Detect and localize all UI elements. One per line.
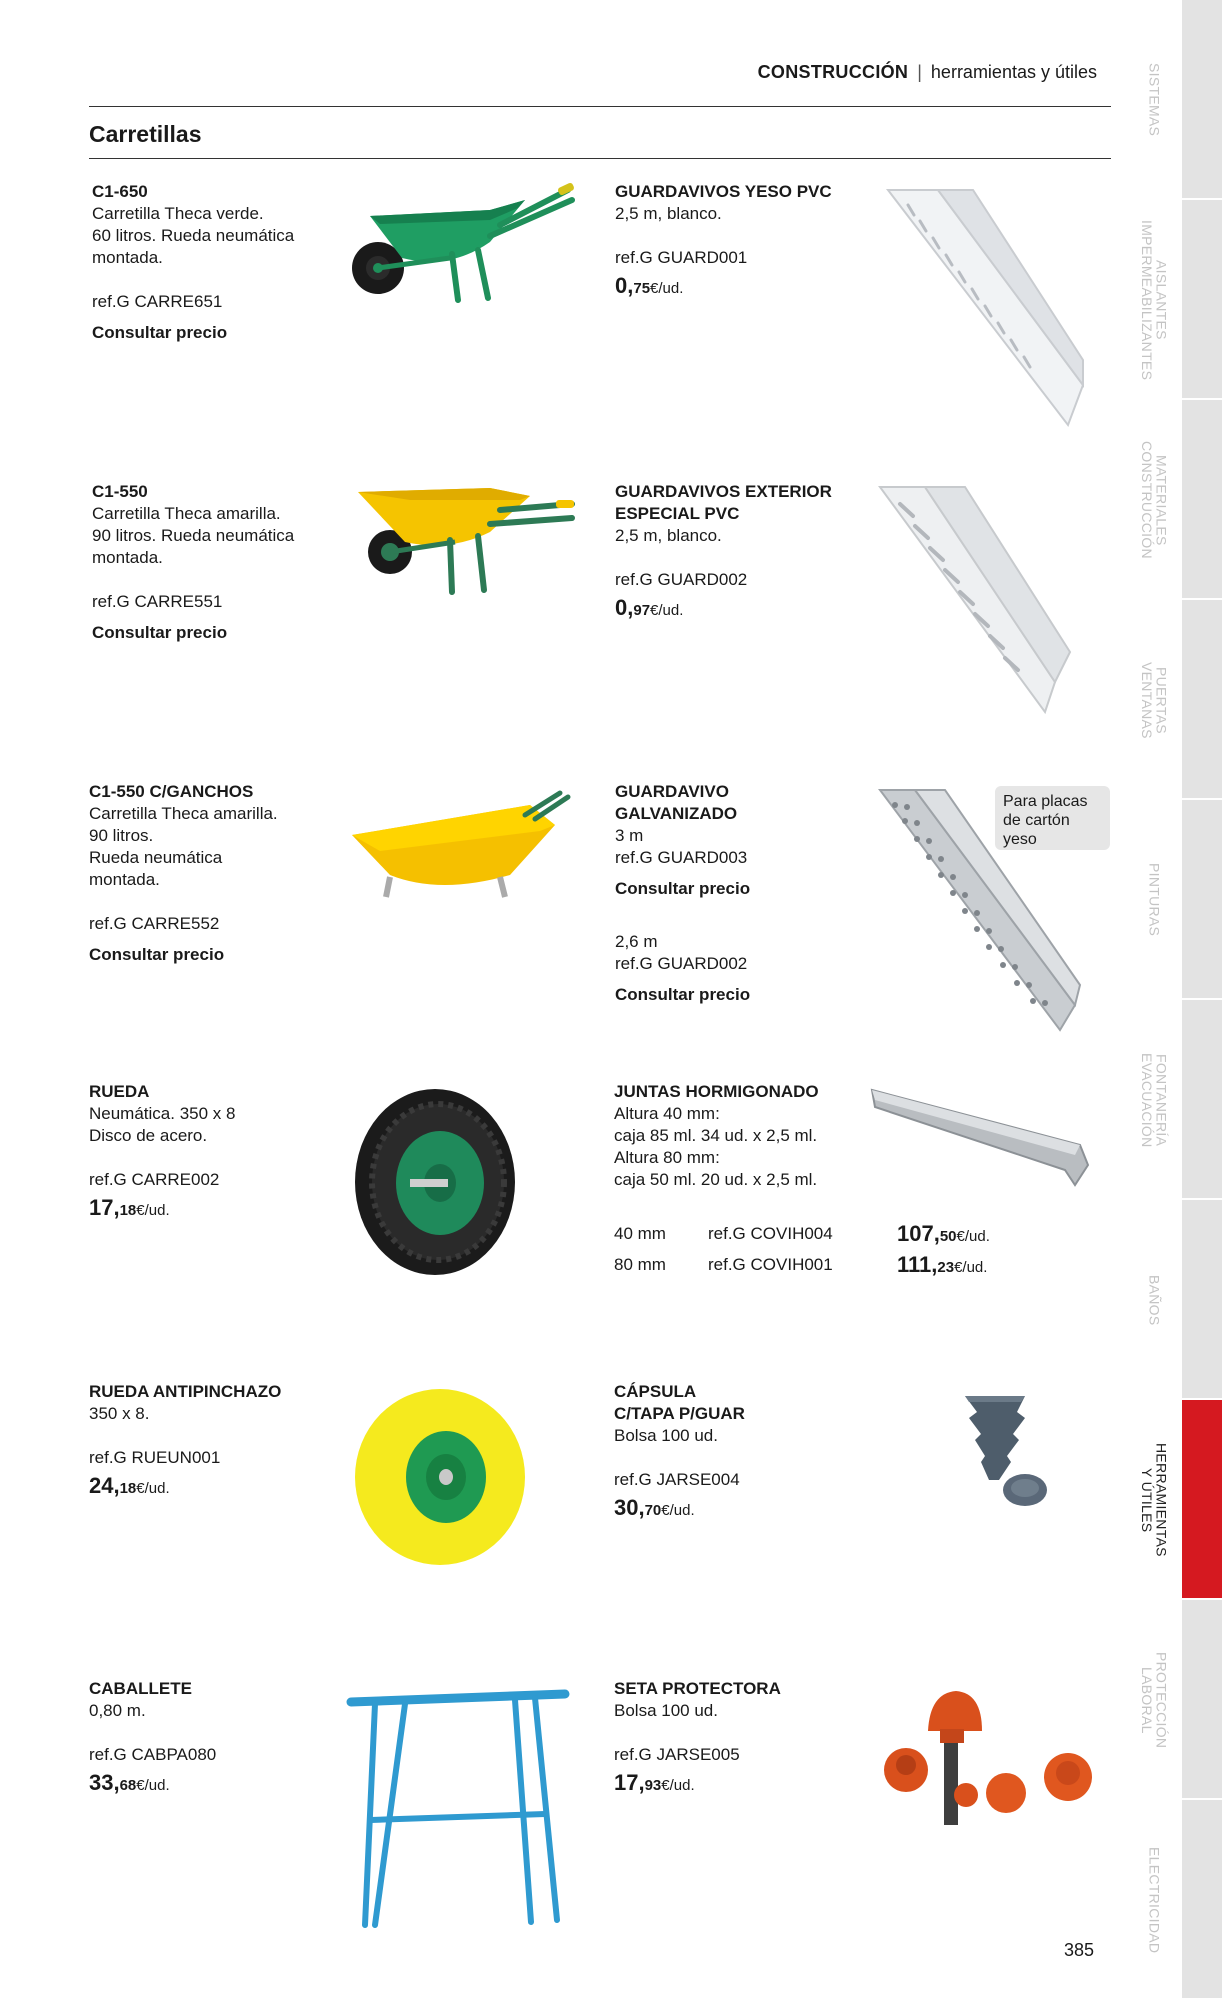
- product-price: 30,70€/ud.: [614, 1495, 695, 1520]
- product-name: JUNTAS HORMIGONADO: [614, 1082, 819, 1101]
- side-tab-electricidad[interactable]: [1182, 1800, 1222, 1998]
- product-ref: ref.G JARSE004: [614, 1470, 740, 1489]
- row-size: 40 mm: [614, 1223, 666, 1243]
- product-name: C1-650: [92, 182, 148, 201]
- product-price: 17,18€/ud.: [89, 1195, 170, 1220]
- section-title: CONSTRUCCIÓN: [757, 62, 909, 82]
- side-tab-fontaneria[interactable]: [1182, 1000, 1222, 1198]
- juntas-table: [614, 1218, 990, 1280]
- side-label-aislantes: AISLANTES IMPERMEABILIZANTES: [1139, 219, 1170, 381]
- product-description: Carretilla Theca amarilla. 90 litros. Rueda neumática montada.: [92, 504, 295, 567]
- product-description: 2,5 m, blanco.: [615, 204, 722, 223]
- row-price: 107,50€/ud.: [897, 1220, 990, 1246]
- side-label-puertas: PUERTAS VENTANAS: [1139, 661, 1170, 739]
- product-price: 24,18€/ud.: [89, 1473, 170, 1498]
- product-name: GUARDAVIVO GALVANIZADO: [615, 782, 738, 823]
- side-label-materiales: MATERIALES CONSTRUCCIÓN: [1139, 441, 1170, 559]
- product-description: 2,5 m, blanco.: [615, 526, 722, 545]
- product-price: 0,75€/ud.: [615, 273, 684, 298]
- product-rueda-antipinchazo: [89, 1381, 329, 1500]
- subsection-title: herramientas y útiles: [930, 62, 1097, 82]
- product-description: Bolsa 100 ud.: [614, 1701, 718, 1720]
- product-name: SETA PROTECTORA: [614, 1679, 781, 1698]
- variant-2-ref: ref.G GUARD002: [615, 954, 748, 973]
- puncture-proof-wheel-icon: [350, 1385, 535, 1570]
- product-description: 0,80 m.: [89, 1701, 146, 1720]
- pvc-corner-bead-icon: [878, 185, 1088, 430]
- page-header: [758, 62, 1097, 83]
- row-ref: ref.G COVIH004: [708, 1223, 833, 1243]
- product-price: 33,68€/ud.: [89, 1770, 170, 1795]
- product-name: RUEDA ANTIPINCHAZO: [89, 1382, 282, 1401]
- product-ref: ref.G CARRE651: [92, 292, 223, 311]
- variant-1-consult: Consultar precio: [615, 879, 751, 898]
- product-name: CÁPSULA C/TAPA P/GUAR: [614, 1382, 745, 1423]
- side-tabs: [1182, 0, 1222, 2000]
- product-ref: ref.G RUEUN001: [89, 1448, 221, 1467]
- side-label-fontaneria: FONTANERÍA EVACUACIÓN: [1139, 1052, 1170, 1148]
- product-name: RUEDA: [89, 1082, 150, 1101]
- page-number: 385: [1064, 1940, 1095, 1960]
- header-rule: [89, 106, 1111, 107]
- variant-2-length: 2,6 m: [615, 932, 658, 951]
- product-name: CABALLETE: [89, 1679, 192, 1698]
- callout-note: Para placas de cartón yeso: [995, 786, 1110, 850]
- header-separator: |: [917, 62, 922, 82]
- product-name: C1-550: [92, 482, 148, 501]
- side-tab-herramientas[interactable]: [1182, 1400, 1222, 1598]
- pneumatic-wheel-icon: [350, 1085, 520, 1280]
- product-c1-550: [92, 481, 332, 644]
- product-seta-protectora: [614, 1678, 874, 1797]
- product-ref: ref.G CABPA080: [89, 1745, 217, 1764]
- product-guardavivos-yeso: [615, 181, 875, 300]
- variant-2-consult: Consultar precio: [615, 985, 751, 1004]
- yellow-wheelbarrow-hooks-icon: [350, 785, 580, 900]
- product-juntas-hormigonado: [614, 1081, 894, 1191]
- product-name: GUARDAVIVOS EXTERIOR ESPECIAL PVC: [615, 482, 832, 523]
- product-ref: ref.G CARRE002: [89, 1170, 220, 1189]
- row-size: 80 mm: [614, 1254, 666, 1274]
- side-tab-materiales[interactable]: [1182, 400, 1222, 598]
- product-price: 17,93€/ud.: [614, 1770, 695, 1795]
- category-title: Carretillas: [89, 121, 202, 147]
- product-guardavivo-galvanizado: [615, 781, 855, 1006]
- yellow-wheelbarrow-icon: [350, 480, 580, 605]
- product-name: C1-550 C/GANCHOS: [89, 782, 254, 801]
- side-label-electricidad: ELECTRICIDAD: [1146, 1846, 1163, 1954]
- row-ref: ref.G COVIH001: [708, 1254, 833, 1274]
- side-label-proteccion: PROTECCIÓN LABORAL: [1139, 1651, 1170, 1749]
- product-description: 350 x 8.: [89, 1404, 150, 1423]
- green-wheelbarrow-icon: [340, 180, 580, 310]
- product-description: Bolsa 100 ud.: [614, 1426, 718, 1445]
- side-tab-aislantes[interactable]: [1182, 200, 1222, 398]
- product-rueda: [89, 1081, 329, 1222]
- side-tab-proteccion[interactable]: [1182, 1600, 1222, 1798]
- product-description: Carretilla Theca amarilla. 90 litros. Rueda neumática montada.: [89, 804, 278, 889]
- consult-price: Consultar precio: [92, 323, 228, 342]
- product-ref: ref.G GUARD002: [615, 570, 748, 589]
- side-label-herramientas: HERRAMIENTAS Y ÚTILES: [1139, 1443, 1170, 1557]
- consult-price: Consultar precio: [89, 945, 225, 964]
- variant-1-length: 3 m: [615, 826, 644, 845]
- product-description: Carretilla Theca verde. 60 litros. Rueda neumática montada.: [92, 204, 295, 267]
- product-ref: ref.G JARSE005: [614, 1745, 740, 1764]
- side-label-pinturas: PINTURAS: [1146, 863, 1163, 937]
- protective-mushroom-caps-icon: [878, 1685, 1098, 1830]
- product-capsula: [614, 1381, 874, 1522]
- product-guardavivos-exterior: [615, 481, 875, 622]
- side-tab-puertas[interactable]: [1182, 600, 1222, 798]
- product-ref: ref.G CARRE552: [89, 914, 220, 933]
- consult-price: Consultar precio: [92, 623, 228, 642]
- product-caballete: [89, 1678, 329, 1797]
- side-label-sistemas: SISTEMAS: [1146, 63, 1163, 137]
- variant-1-ref: ref.G GUARD003: [615, 848, 748, 867]
- pvc-exterior-corner-bead-icon: [875, 482, 1075, 717]
- product-ref: ref.G CARRE551: [92, 592, 223, 611]
- product-c1-550-ganchos: [89, 781, 329, 966]
- table-row: [614, 1249, 990, 1280]
- product-description: Altura 40 mm: caja 85 ml. 34 ud. x 2,5 ml. Altura 80 mm: caja 50 ml. 20 ud. x 2,5 ml.: [614, 1104, 818, 1189]
- category-rule: [89, 158, 1111, 159]
- capsule-with-cap-icon: [955, 1390, 1065, 1515]
- side-tab-banos[interactable]: [1182, 1200, 1222, 1398]
- trestle-icon: [345, 1680, 570, 1940]
- product-ref: ref.G GUARD001: [615, 248, 748, 267]
- row-price: 111,23€/ud.: [897, 1251, 988, 1277]
- concrete-joint-profile-icon: [870, 1085, 1095, 1195]
- side-label-banos: BAÑOS: [1146, 1274, 1163, 1326]
- product-price: 0,97€/ud.: [615, 595, 684, 620]
- table-row: [614, 1218, 990, 1249]
- product-name: GUARDAVIVOS YESO PVC: [615, 182, 832, 201]
- side-tab-sistemas[interactable]: [1182, 0, 1222, 198]
- product-description: Neumática. 350 x 8 Disco de acero.: [89, 1104, 236, 1145]
- side-tab-pinturas[interactable]: [1182, 800, 1222, 998]
- product-c1-650: [92, 181, 332, 344]
